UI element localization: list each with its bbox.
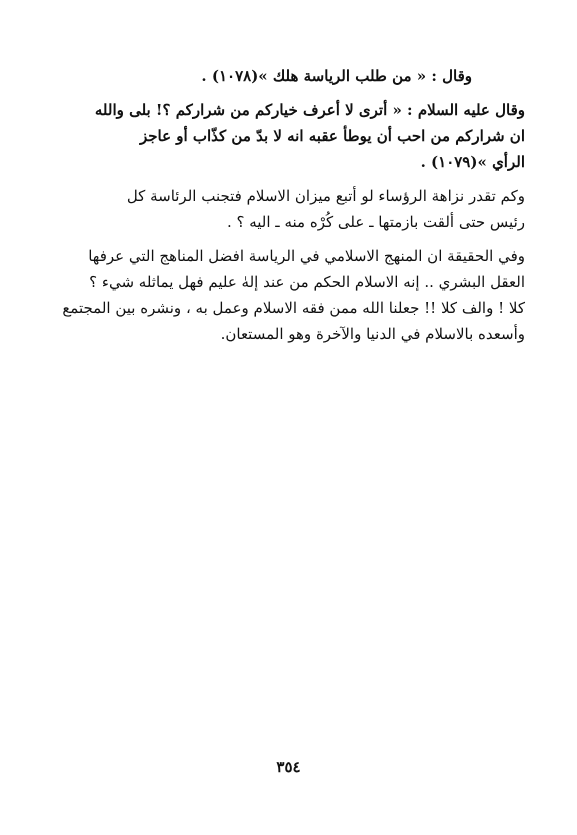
paragraph-4-line-4: وأسعده بالاسلام في الدنيا والآخرة وهو المستعان. bbox=[220, 325, 525, 343]
paragraph-3-line-2: رئيس حتى ألقت بازمتها ـ على كُرْه منه ـ اليه ؟ . bbox=[226, 213, 525, 231]
paragraph-3-line-1: وكم تقدر نزاهة الرؤساء لو أتبع ميزان الاسلام فتجنب الرئاسة كل bbox=[126, 187, 525, 205]
page-number: ٣٥٤ bbox=[276, 758, 301, 776]
paragraph-1-line-1: وقال : « من طلب الرياسة هلك »(١٠٧٨) . bbox=[201, 67, 472, 85]
paragraph-4-line-1: وفي الحقيقة ان المنهج الاسلامي في الرياسة افضل المناهج التي عرفها bbox=[88, 247, 525, 265]
paragraph-4-line-3: كلا ! والف كلا !! جعلنا الله ممن فقه الاسلام وعمل به ، ونشره بين المجتمع bbox=[62, 299, 525, 317]
paragraph-2-line-3: الرأي »(١٠٧٩) . bbox=[420, 153, 525, 171]
paragraph-2-line-2: ان شراركم من احب أن يوطأ عقبه انه لا بدّ من كذّاب أو عاجز bbox=[139, 127, 525, 145]
paragraph-4-line-2: العقل البشري .. إنه الاسلام الحكم من عند إلهٰ عليم فهل يماثله شيء ؟ bbox=[89, 273, 525, 291]
paragraph-2-line-1: وقال عليه السلام : « أترى لا أعرف خياركم من شراركم ؟! بلى والله bbox=[94, 101, 525, 119]
